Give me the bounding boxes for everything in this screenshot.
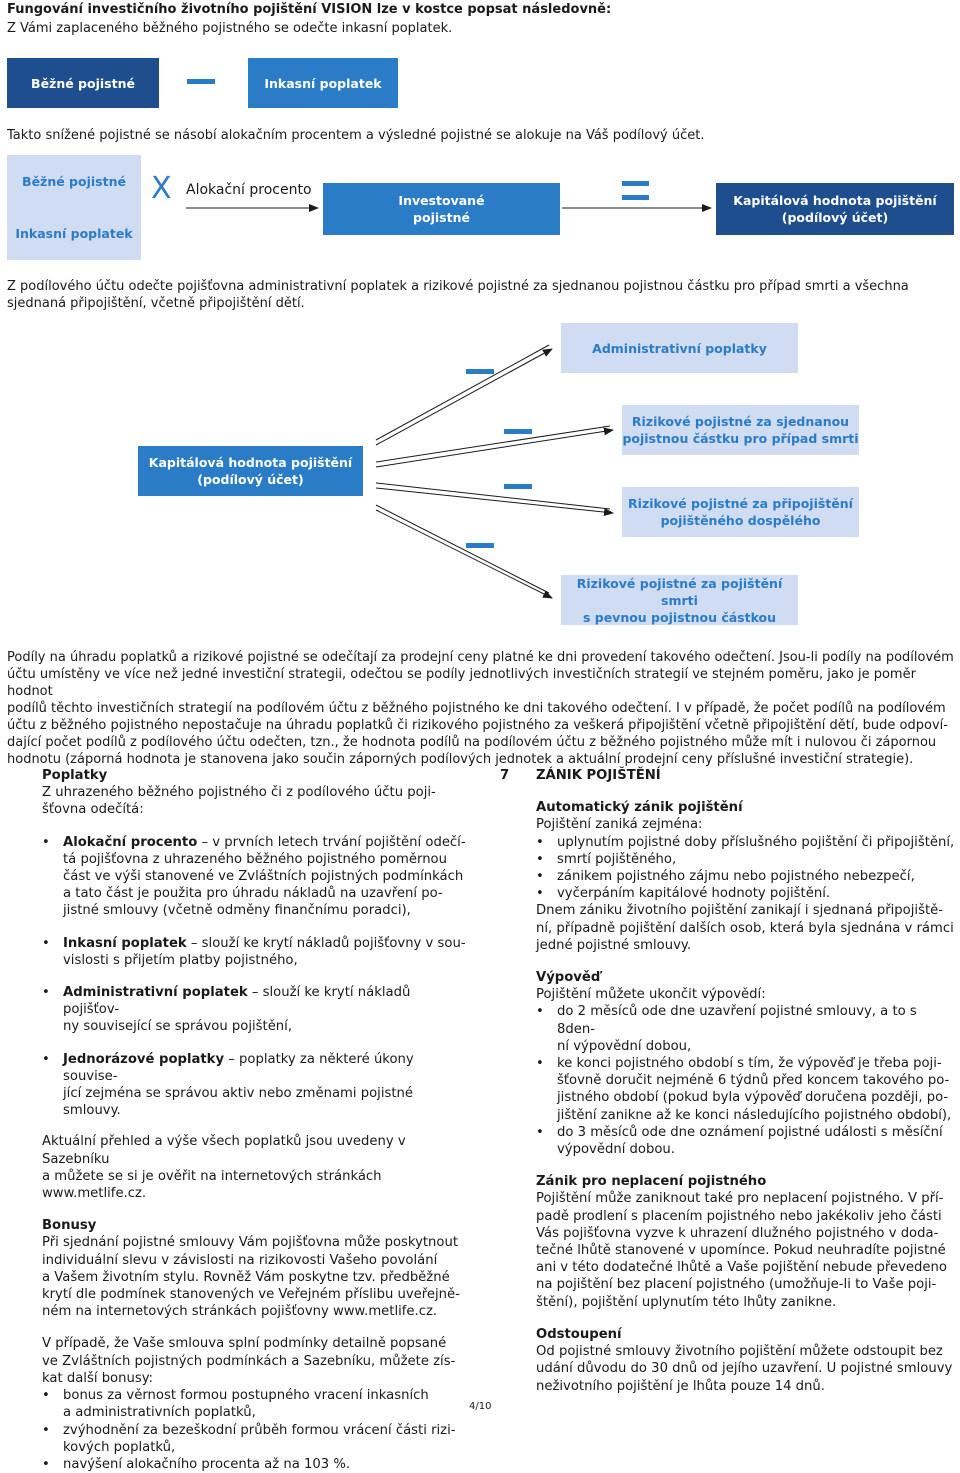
admin-fees-box: Administrativní poplatky: [561, 323, 798, 373]
fee-item-admin: [42, 984, 467, 1036]
fee-term: Alokační procento: [63, 834, 198, 850]
fee-term: Jednorázové poplatky: [63, 1051, 225, 1067]
withdrawal-heading: Odstoupení: [536, 1326, 622, 1342]
fee-text: – slouží ke krytí nákladů pojišťovny v sou-: [186, 935, 466, 951]
withdrawal-line: neživotního pojištění je lhůta pouze 14 dnů.: [536, 1378, 825, 1394]
fees-heading: Poplatky: [42, 768, 108, 783]
withdrawal-line: Od pojistné smlouvy životního pojištění můžete odstoupit bez: [536, 1344, 943, 1360]
bonus-line: kových poplatků,: [63, 1439, 176, 1455]
notice-line: výpovědní dobou.: [557, 1142, 675, 1158]
withdrawal-line: udání důvodu do 30 dnů od jejího uzavření. U pojistné smlouvy: [536, 1361, 953, 1377]
risk-death-line-1: Rizikové pojistné za sjednanou: [631, 414, 850, 429]
auto-item: • smrtí pojištěného,: [536, 851, 956, 868]
notice-line: • do 3 měsíců ode dne oznámení pojistné události s měsíční: [557, 1124, 943, 1140]
nonpayment-line: padě prodlení s placením pojistného nebo jakékoliv jeho části: [536, 1208, 942, 1224]
conditions-line: kat další bonusy:: [42, 1370, 154, 1386]
bonuses-line: Při sjednání pojistné smlouvy Vám pojišťovna může poskytnout: [42, 1235, 459, 1251]
auto-after-line: jedné pojistné smlouvy.: [536, 937, 692, 953]
bonus-item: [42, 1387, 467, 1421]
fee-text: – slouží ke krytí nákladů pojišťov-: [63, 985, 411, 1018]
source-line-1: Kapitálová hodnota pojištění: [148, 455, 353, 470]
fee-text: vislosti s přijetím platby pojistného,: [63, 952, 298, 968]
para3-line: účtu z běžného pojistného nepostačuje na úhradu poplatků či rizikového pojistného za veškerá připojištění včetně připojištění dětí, bude odpoví-: [7, 718, 948, 733]
nonpayment-line: tečné lhůtě stanovené v upomínce. Pokud neuhradíte pojistné: [536, 1243, 946, 1259]
arrow-admin-b: [376, 349, 552, 445]
fees-intro-line: šťovna odečítá:: [42, 802, 144, 818]
fee-text: ny související se správou pojištění,: [63, 1019, 293, 1035]
notice-line: ní výpovědní dobou,: [557, 1038, 692, 1054]
conditions-line: ve Zvláštních pojistných podmínkách a Sazebníku, můžete zís-: [42, 1353, 456, 1369]
notice-line: jistného období (pokud byla výpověď doručena později, po-: [557, 1090, 949, 1106]
fee-text: jící zejména se správou aktiv nebo změnami pojistné smlouvy.: [63, 1086, 414, 1119]
fee-text: jistné smlouvy (včetně odměny finančnímu poradci),: [63, 903, 411, 919]
intro-title: Fungování investičního životního pojištění VISION lze v kostce popsat následovně:: [7, 2, 612, 17]
invested-line-1: Investované: [398, 193, 485, 208]
paragraph-allocation: Takto snížené pojistné se násobí alokačním procentem a výsledné pojistné se alokuje na Váš podílový účet.: [7, 128, 705, 143]
risk-fixed-line-1: Rizikové pojistné za pojištění smrti: [576, 575, 783, 608]
withdrawal-text: [536, 1343, 956, 1395]
auto-after-line: Dnem zániku životního pojištění zanikají i sjednaná připojiště-: [536, 903, 943, 919]
risk-fixed-line-2: s pevnou pojistnou částkou: [582, 609, 777, 625]
arrow-risk1-b: [376, 430, 613, 467]
bonus-item: [42, 1456, 467, 1473]
para3-line: Podíly na úhradu poplatků a rizikové pojistné se odečítají za prodejní ceny platné ke dni provedení takového odečtení. Jsou-li podíly na podílovém: [7, 650, 954, 665]
bonuses-line: krytí dle podmínek stanovených ve Veřejném příslibu uveřejně-: [42, 1287, 460, 1303]
bonuses-line: a Vašem životním stylu. Rovněž Vám poskytne tzv. předběžné: [42, 1269, 450, 1285]
nonpayment-heading: Zánik pro neplacení pojistného: [536, 1174, 767, 1190]
fees-list: [42, 834, 467, 1120]
fees-intro-line: Z uhrazeného běžného pojistného či z podílového účtu poji-: [42, 785, 436, 801]
fee-item-collection: [42, 935, 467, 969]
paragraph-deductions: Z podílového účtu odečte pojišťovna administrativní poplatek a rizikové pojistné za sjednanou pojistnou částku pro případ smrti a všechna sjednaná připojištění, včetně připojištění dětí.: [7, 279, 909, 311]
fee-text: – v prvních letech trvání pojištění odečí-: [197, 834, 466, 850]
fee-item-allocation: [42, 834, 467, 920]
arrow-admin-a: [376, 345, 549, 440]
auto-termination-after: [536, 902, 956, 954]
auto-termination-list: [536, 834, 956, 903]
left-column: [42, 767, 467, 1473]
risk-adult-line-1: Rizikové pojistné za připojištění: [628, 496, 853, 511]
nonpayment-line: Pojištění může zaniknout také pro neplacení pojistného. V pří-: [536, 1191, 944, 1207]
notice-item: [536, 1124, 956, 1158]
arrow-risk3-a: [376, 505, 549, 593]
para3-line: dající počet podílů z podílového účtu odečten, tzn., že hodnota podílů na podílovém účtu z běžného pojistného může mít i nulovou či zápornou: [7, 735, 937, 750]
bonuses-heading: Bonusy: [42, 1218, 97, 1234]
capital-value-line-1: Kapitálová hodnota pojištění: [733, 193, 937, 208]
fees-intro: [42, 784, 467, 818]
right-column: [536, 767, 956, 1395]
bonus-line: a administrativních poplatků,: [63, 1405, 256, 1421]
nonpayment-text: [536, 1190, 956, 1310]
arrow-risk2-a: [376, 483, 610, 509]
conditions-line: V případě, že Vaše smlouva splní podmínky detailně popsané: [42, 1336, 447, 1352]
notice-intro: Pojištění můžete ukončit výpovědí:: [536, 987, 766, 1003]
source-line-2: (podílový účet): [197, 472, 304, 487]
notice-line: • ke konci pojistného období s tím, že výpověď je třeba poji-: [557, 1056, 942, 1072]
bonuses-line: ném na internetových stránkách pojišťovny www.metlife.cz.: [42, 1304, 438, 1320]
multiply-sign: X: [151, 171, 172, 206]
capital-value-line-2: (podílový účet): [781, 210, 889, 225]
invested-line-2: pojistné: [413, 210, 470, 225]
notice-line: jištění zanikne až ke konci následujícího pojistného období),: [557, 1107, 952, 1123]
fee-text: tá pojišťovna z uhrazeného běžného pojistného poměrnou: [63, 851, 447, 867]
bonus-list: [42, 1387, 467, 1473]
notice-item: [536, 1055, 956, 1124]
auto-item: • vyčerpáním kapitálové hodnoty pojištění.: [536, 885, 956, 902]
nonpayment-line: Vás pojišťovna vyzve k uhrazení dlužného pojistného v doda-: [536, 1225, 939, 1241]
arrow-risk2-b: [376, 488, 613, 513]
bonuses-text: [42, 1234, 467, 1320]
fee-label: Inkasní poplatek: [15, 226, 133, 241]
page-number: 4/10: [469, 1401, 492, 1412]
overview-line: Aktuální přehled a výše všech poplatků jsou uvedeny v Sazebníku: [42, 1134, 406, 1167]
arrow-risk1-a: [376, 426, 610, 462]
paragraph-unit-deduction: [7, 649, 957, 768]
premium-label: Běžné pojistné: [22, 174, 126, 189]
auto-termination-intro: Pojištění zaniká zejména:: [536, 817, 703, 833]
risk-death-line-2: pojistnou částku pro případ smrti: [622, 431, 859, 446]
auto-termination-heading: Automatický zánik pojištění: [536, 800, 743, 816]
fee-term: Administrativní poplatek: [63, 985, 248, 1001]
allocation-percent-label: Alokační procento: [186, 182, 312, 198]
bonus-item: [42, 1422, 467, 1456]
intro-text: Z Vámi zaplaceného běžného pojistného se odečte inkasní poplatek.: [7, 21, 453, 36]
notice-heading: Výpověď: [536, 970, 601, 986]
arrow-risk3-b: [376, 510, 552, 598]
para3-line: účtu umístěny ve více než jedné investiční strategii, odečtou se podíly jednotlivých investičních strategií ve stejném poměru, jako je poměr hodnot: [7, 667, 916, 699]
risk-adult-line-2: pojištěného dospělého: [660, 513, 821, 528]
bonuses-line: individuální slevu v závislosti na rizikovosti Vašeho povolání: [42, 1252, 438, 1268]
nonpayment-line: ani v této dodatečné lhůtě a Vaše pojištění nebude převedeno: [536, 1260, 947, 1276]
fee-text: část ve výši stanovené ve Zvláštních pojistných podmínkách: [63, 869, 464, 885]
nonpayment-line: na pojištění bez placení pojistného (umožňuje-li to Vaše poji-: [536, 1277, 937, 1293]
fee-term: Inkasní poplatek: [63, 935, 187, 951]
section-number: 7: [500, 768, 510, 783]
notice-list: [536, 1003, 956, 1158]
auto-after-line: ní, případně pojištění dalších osob, která byla sjednána v rámci: [536, 920, 954, 936]
para3-line: hodnotu (záporná hodnota je stanovena jako součin záporných podílových jednotek a aktuální prodejní ceny příslušné investiční strategie).: [7, 752, 914, 767]
notice-line: šťovně doručit nejméně 6 týdnů před koncem takového po-: [557, 1073, 950, 1089]
bonus-line: • zvýhodnění za bezeškodní průběh formou vrácení části rizi-: [63, 1422, 456, 1438]
fee-text: – poplatky za některé úkony souvise-: [63, 1051, 414, 1084]
auto-item: • zánikem pojistného zájmu nebo pojistného nebezpečí,: [536, 868, 956, 885]
collection-fee-box: Inkasní poplatek: [248, 58, 398, 108]
bonus-conditions: [42, 1335, 467, 1387]
notice-line: • do 2 měsíců ode dne uzavření pojistné smlouvy, a to s 8den-: [557, 1004, 917, 1037]
overview-line: a můžete se si je ověřit na internetových stránkách www.metlife.cz.: [42, 1168, 382, 1202]
nonpayment-line: štění), pojištění uplynutím této lhůty zanikne.: [536, 1294, 837, 1310]
auto-item: • uplynutím pojistné doby příslušného pojištění či připojištění,: [536, 834, 956, 851]
para3-line: podílů těchto investičních strategií na podílovém účtu z běžného pojistného ke dni takového odečtení. I v případě, že počet podílů na podílovém: [7, 701, 946, 716]
fee-item-one-off: [42, 1051, 467, 1120]
section-title: ZÁNIK POJIŠTĚNÍ: [536, 768, 661, 783]
bonus-line: • bonus za věrnost formou postupného vracení inkasních: [63, 1388, 429, 1404]
notice-item: [536, 1003, 956, 1055]
fee-text: a tato část je použita pro úhradu nákladů na uzavření po-: [63, 886, 443, 902]
regular-premium-box: Běžné pojistné: [7, 58, 159, 108]
fees-overview: [42, 1133, 467, 1202]
bonus-line: • navýšení alokačního procenta až na 103 %.: [63, 1456, 351, 1472]
